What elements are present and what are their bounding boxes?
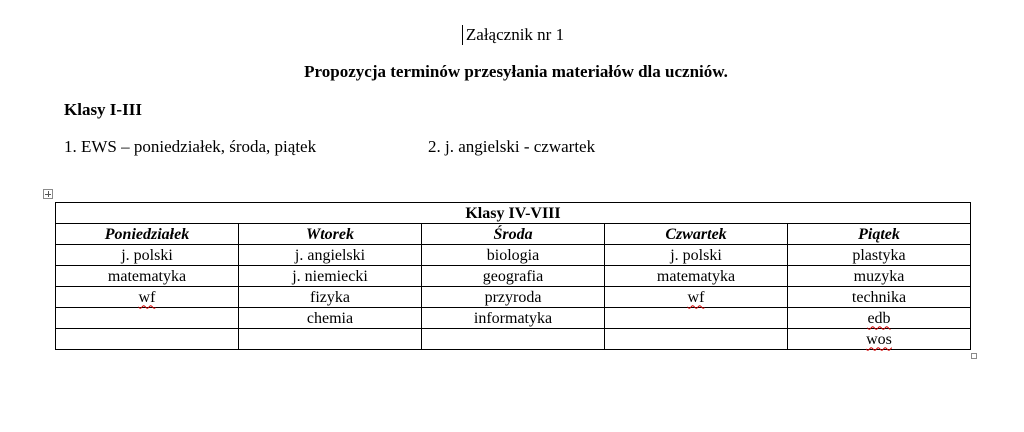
table-cell: j. niemiecki [239, 266, 422, 287]
klasy-1-3-item-1: 1. EWS – poniedziałek, środa, piątek [64, 137, 317, 156]
table-cell: j. angielski [239, 245, 422, 266]
table-move-handle-icon[interactable] [43, 189, 53, 199]
table-cell [239, 329, 422, 350]
table-caption-row [56, 203, 971, 224]
day-header-thursday: Czwartek [605, 224, 788, 245]
table-cell [605, 287, 788, 308]
klasy-1-3-item-2: 2. j. angielski - czwartek [428, 137, 596, 156]
table-cell: j. polski [56, 245, 239, 266]
day-header-monday: Poniedziałek [56, 224, 239, 245]
table-cell: fizyka [239, 287, 422, 308]
table-cell: j. polski [605, 245, 788, 266]
schedule-table [55, 202, 971, 350]
table-cell: technika [788, 287, 971, 308]
cell-text: wos [866, 330, 892, 348]
cell-text: edb [867, 309, 891, 327]
table-row [56, 266, 971, 287]
day-header-tuesday: Wtorek [239, 224, 422, 245]
document-title: Propozycja terminów przesyłania materiałów dla uczniów. [304, 62, 728, 81]
table-cell [605, 308, 788, 329]
table-cell [56, 287, 239, 308]
table-cell [605, 329, 788, 350]
table-row [56, 329, 971, 350]
table-cell: matematyka [56, 266, 239, 287]
table-cell: informatyka [422, 308, 605, 329]
table-caption: Klasy IV-VIII [56, 203, 971, 224]
table-header-row [56, 224, 971, 245]
table-cell [56, 308, 239, 329]
table-cell: matematyka [605, 266, 788, 287]
table-cell: przyroda [422, 287, 605, 308]
table-resize-handle-icon[interactable] [971, 353, 977, 359]
cell-text: wf [138, 288, 156, 306]
table-cell: geografia [422, 266, 605, 287]
table-cell: chemia [239, 308, 422, 329]
table-row [56, 308, 971, 329]
klasy-1-3-heading: Klasy I-III [64, 100, 142, 119]
table-cell [788, 329, 971, 350]
table-row [56, 245, 971, 266]
table-cell [56, 329, 239, 350]
table-cell: biologia [422, 245, 605, 266]
cell-text: wf [687, 288, 705, 306]
day-header-wednesday: Środa [422, 224, 605, 245]
annex-label: Załącznik nr 1 [465, 25, 565, 44]
table-row [56, 287, 971, 308]
table-cell: plastyka [788, 245, 971, 266]
table-cell [788, 308, 971, 329]
table-cell [422, 329, 605, 350]
day-header-friday: Piątek [788, 224, 971, 245]
table-cell: muzyka [788, 266, 971, 287]
